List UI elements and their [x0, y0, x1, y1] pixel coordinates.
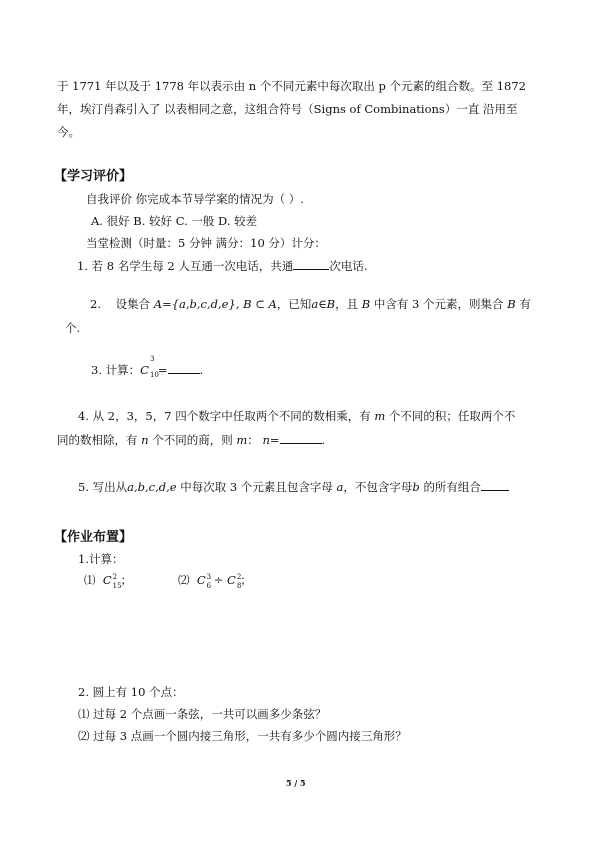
intro-line-1: 于 1771 年以及于 1778 年以表示由 n 个不同元素中每次取出 p 个元素的组合数。至 1872	[57, 79, 526, 93]
homework-1-part-2: ⑵ C 3 6 ÷ C 2 8；	[178, 573, 252, 590]
question-2-end: 个.	[65, 321, 81, 335]
self-eval-options: A. 很好 B. 较好 C. 一般 D. 较差	[91, 214, 258, 228]
question-1: 1. 若 8 名学生每 2 人互通一次电话，共通 次电话.	[77, 259, 368, 273]
intro-line-3: 今。	[57, 125, 80, 139]
question-4-line-2: 同的数相除，有 n 个不同的商，则 m： n= .	[57, 433, 326, 447]
combination-c: C	[140, 363, 149, 377]
homework-2-part-2: ⑵ 过每 3 点画一个圆内接三角形，一共有多少个圆内接三角形？	[78, 729, 407, 743]
section-title-homework: 【作业布置】	[54, 530, 133, 545]
question-4-line-1: 4. 从 2，3，5，7 四个数字中任取两个不同的数相乘，有 m 个不同的积；任取两个不	[78, 409, 516, 423]
homework-1-part-1: ⑴ C 2 15；	[84, 573, 133, 590]
section-title-evaluation: 【学习评价】	[54, 169, 133, 184]
question-3: 3. 计算：C $_{3 10}$= .	[91, 355, 204, 380]
intro-line-2: 年，埃汀肖森引入了 以表相同之意，这组合符号（Signs of Combinations）一直 沿用至	[57, 102, 518, 116]
set-expression: A={a,b,c,d,e}, B ⊂ A	[153, 297, 277, 311]
homework-2-part-1: ⑴ 过每 2 个点画一条弦，一共可以画多少条弦？	[78, 707, 327, 721]
answer-blank-1[interactable]	[293, 257, 329, 270]
test-info: 当堂检测（时量：5 分钟 满分：10 分）计分：	[86, 236, 326, 250]
question-5: 5. 写出从a,b,c,d,e 中每次取 3 个元素且包含字母 a，不包含字母b 的所有组合	[78, 478, 509, 495]
answer-blank-5[interactable]	[481, 478, 509, 491]
question-2: 2. 设集合 A={a,b,c,d,e}, B ⊂ A，已知a∈B，且 B 中含有 3 个元素，则集合 B 有	[90, 297, 531, 311]
answer-blank-3[interactable]	[168, 361, 200, 374]
homework-1: 1.计算：	[78, 552, 124, 566]
self-eval-question: 自我评价 你完成本节导学案的情况为（ ）.	[86, 192, 304, 206]
homework-2: 2. 圆上有 10 个点：	[78, 685, 184, 699]
page-number: 5 / 5	[286, 778, 306, 788]
answer-blank-4[interactable]	[280, 431, 322, 444]
